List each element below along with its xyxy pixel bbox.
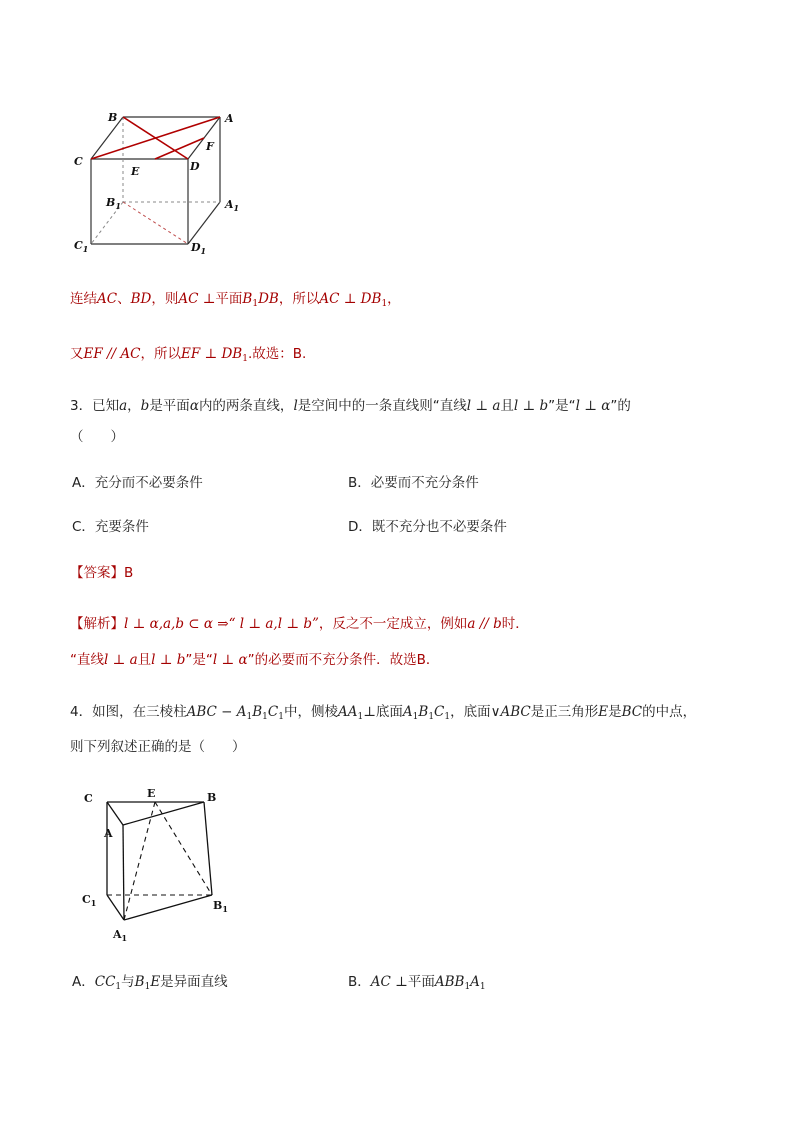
- question-4: 4．如图，在三棱柱ABC − $A_1B_1C_1$中，侧棱$AA_1\perp$底面$A_1B_1C_1$，底面∨ABC是正三角形E是BC的中点，: [70, 704, 697, 722]
- proof-line-2: 又EF // AC，所以EF ⊥ $DB_1$.故选：B.: [70, 346, 307, 364]
- prism-figure: [75, 780, 245, 950]
- q3-option-c[interactable]: C．充要条件: [72, 519, 149, 535]
- label-D: D: [190, 160, 200, 173]
- label-B1: $B_1$: [106, 196, 121, 211]
- cube-hidden-edges: [91, 117, 220, 244]
- hidden-diagonal-b1d1: [123, 202, 188, 244]
- label-C1: $C_1$: [74, 239, 89, 254]
- question-3-paren: （ ）: [70, 429, 124, 445]
- label-B1: $B_1$: [213, 899, 228, 914]
- q3-option-b[interactable]: B．必要而不充分条件: [348, 475, 479, 491]
- label-D1: $D_1$: [191, 241, 207, 255]
- label-C1: $C_1$: [82, 893, 97, 908]
- label-A1: $A_1$: [113, 928, 128, 943]
- q3-option-d[interactable]: D．既不充分也不必要条件: [348, 519, 507, 535]
- label-B: B: [207, 791, 217, 804]
- label-C: C: [84, 792, 93, 805]
- label-C: C: [74, 155, 83, 168]
- cube-figure: [68, 105, 248, 255]
- proof-line-1: 连结AC、BD，则AC ⊥平面$B_1DB$，所以AC ⊥ $DB_1$，: [70, 291, 401, 309]
- question-3: 3．已知a，b是平面α内的两条直线，l是空间中的一条直线则“直线l ⊥ a且l ⊥ b”是“l ⊥ α”的: [70, 398, 631, 414]
- label-A: A: [225, 112, 234, 125]
- prism-visible-edges: [107, 802, 212, 920]
- question-4-line-2: 则下列叙述正确的是（ ）: [70, 739, 246, 755]
- cube-visible-edges: [91, 117, 220, 244]
- label-E: E: [147, 787, 156, 800]
- analysis-line-2: “直线l ⊥ a且l ⊥ b”是“l ⊥ α”的必要而不充分条件．故选B．: [70, 652, 440, 668]
- label-A1: $A_1$: [225, 198, 240, 213]
- analysis-line-1: 【解析】l ⊥ α,a,b ⊂ α ⇒“ l ⊥ a,l ⊥ b”，反之不一定成立，例如a // b时．: [70, 616, 529, 632]
- label-E: E: [131, 165, 140, 178]
- q4-option-b[interactable]: B．AC ⊥平面$ABB_1A_1$: [348, 974, 486, 992]
- label-A: A: [104, 827, 113, 840]
- q4-option-a[interactable]: A．$CC_1$与$B_1E$是异面直线: [72, 974, 228, 992]
- answer-line: 【答案】B: [70, 565, 134, 581]
- q3-option-a[interactable]: A．充分而不必要条件: [72, 475, 203, 491]
- label-F: F: [206, 140, 214, 153]
- label-B: B: [108, 111, 118, 124]
